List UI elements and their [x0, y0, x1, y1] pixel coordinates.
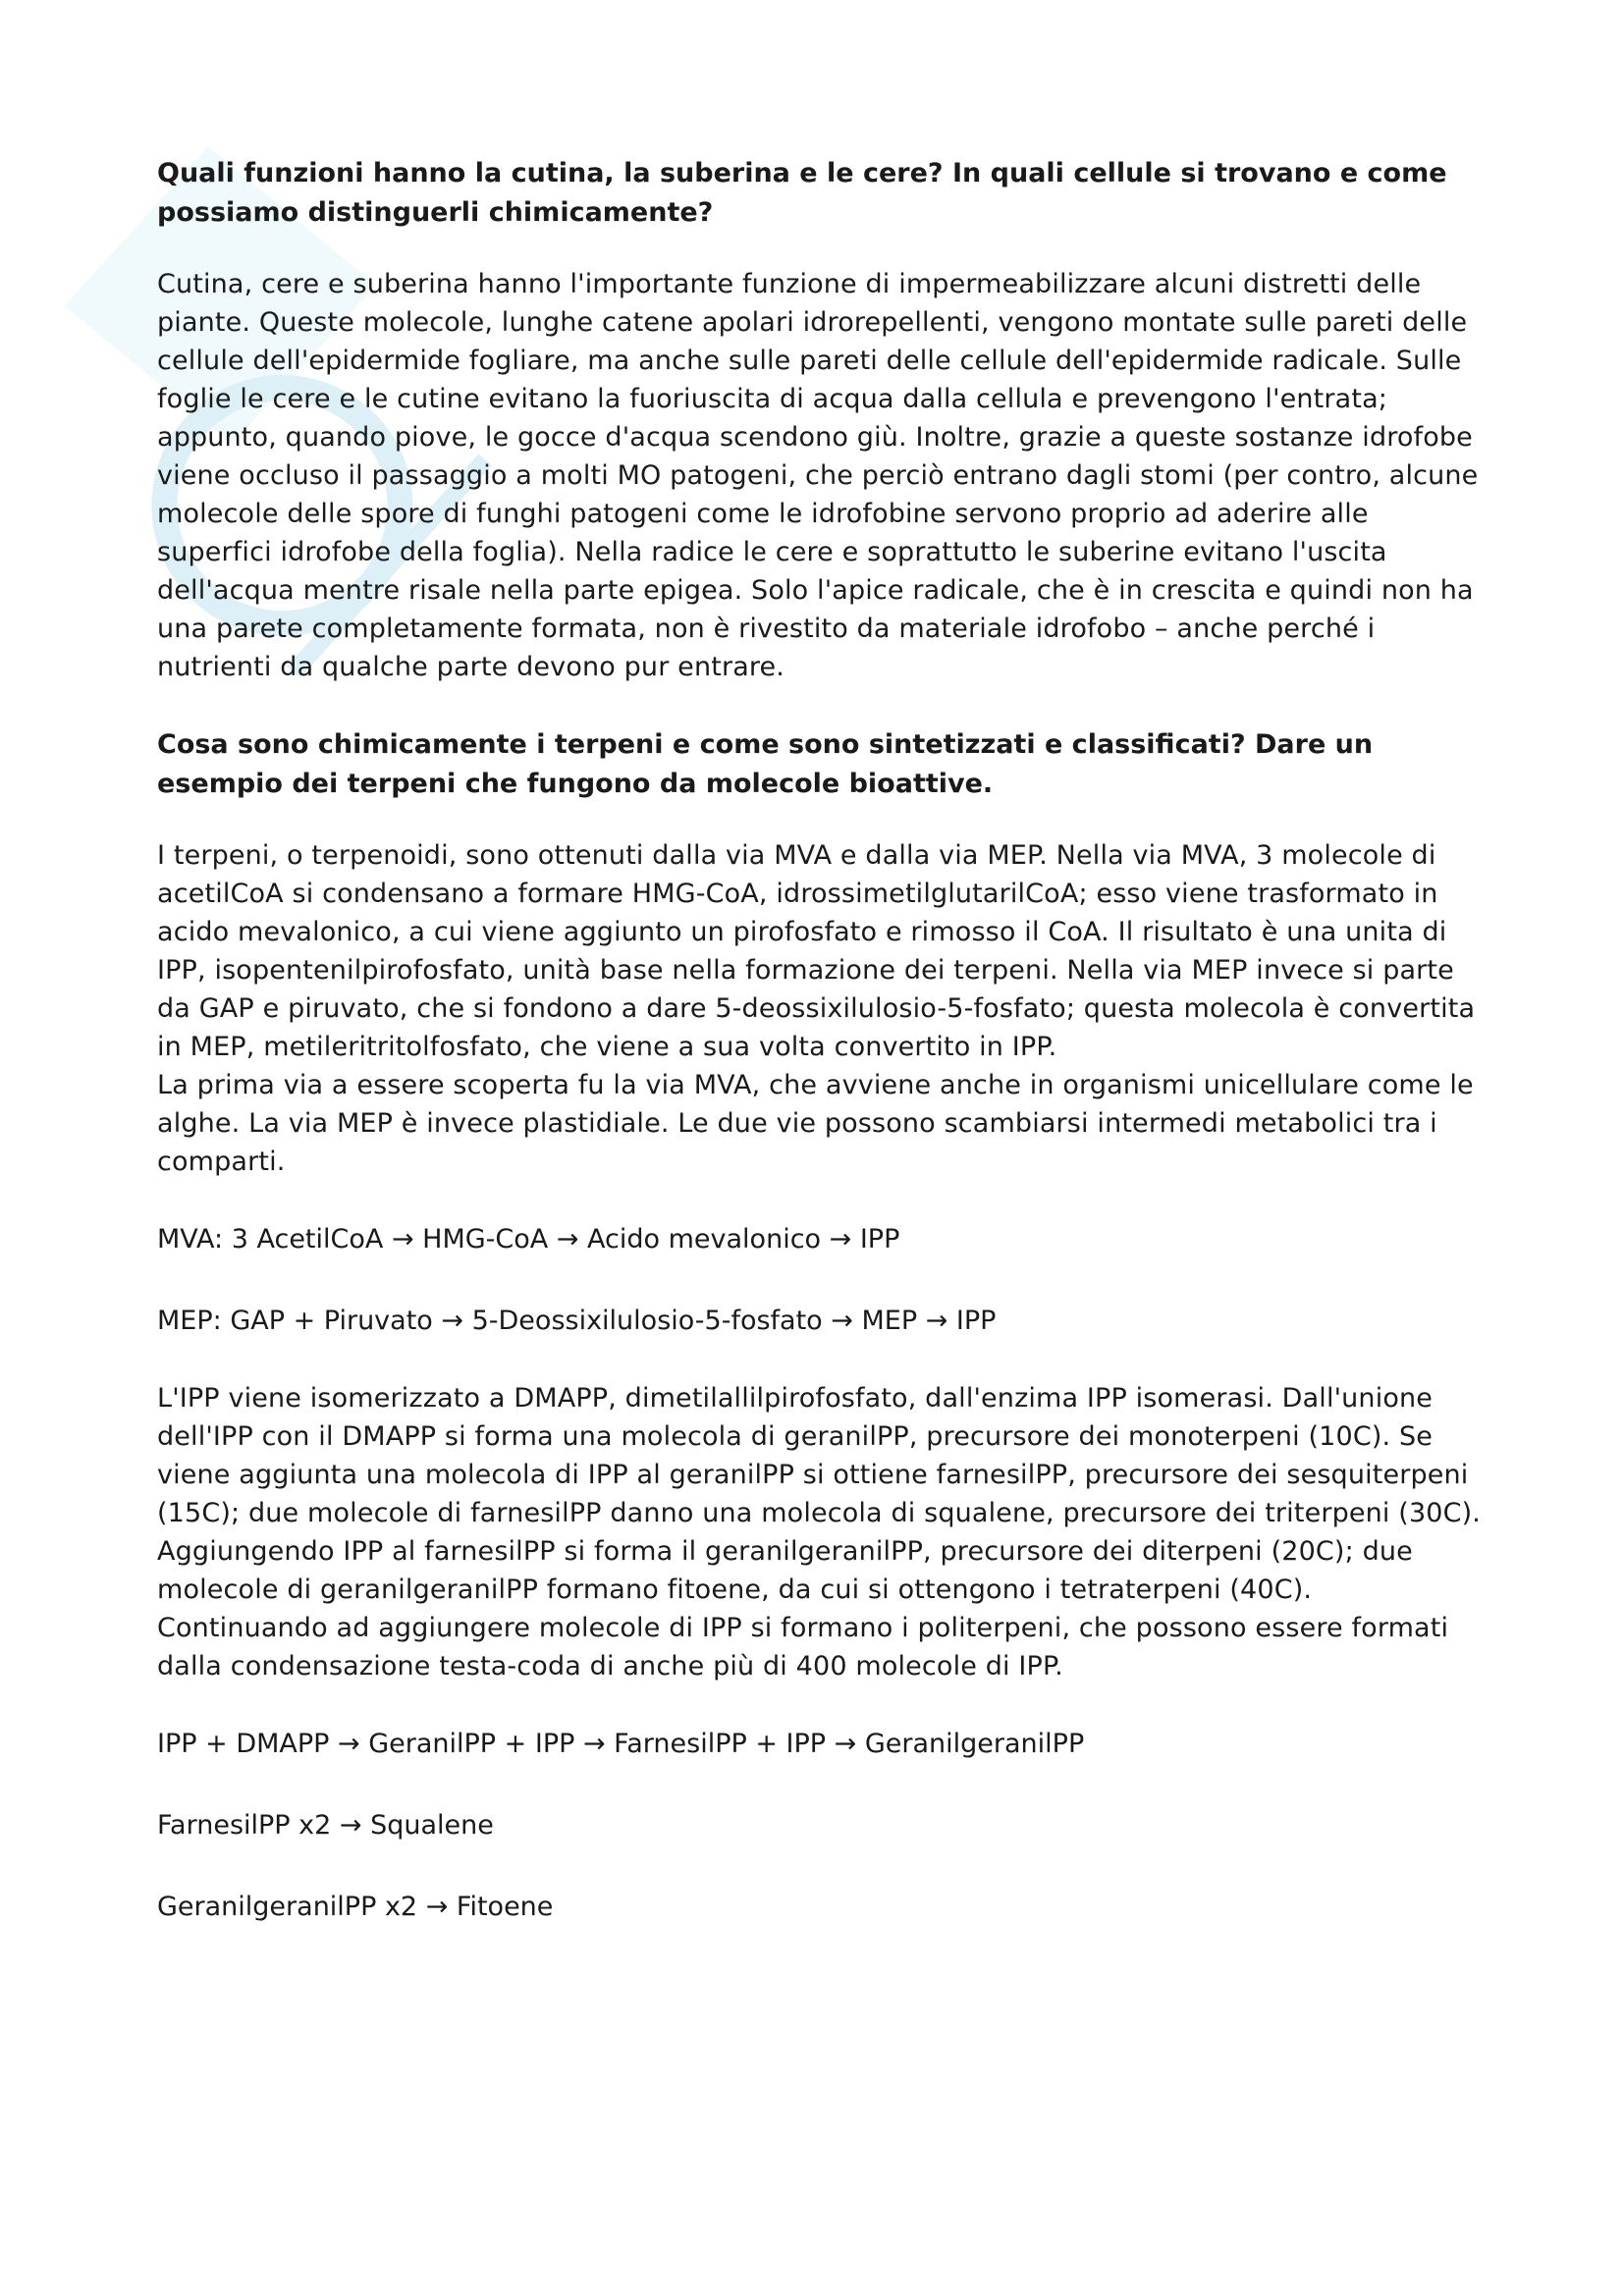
- equation-mep: MEP: GAP + Piruvato → 5-Deossixilulosio-5-fosfato → MEP → IPP: [157, 1306, 997, 1336]
- equation-chain: IPP + DMAPP → GeranilPP + IPP → FarnesilPP + IPP → GeranilgeranilPP: [157, 1729, 1085, 1759]
- equation-squalene: FarnesilPP x2 → Squalene: [157, 1810, 494, 1841]
- question-cutina: Quali funzioni hanno la cutina, la suberina e le cere? In quali cellule si trovano e come possiamo distinguerli chimicamente?: [157, 158, 1447, 228]
- answer-terpeni-classification: L'IPP viene isomerizzato a DMAPP, dimetilallilpirofosfato, dall'enzima IPP isomerasi. Dall'unione dell'IPP con il DMAPP si forma una molecola di geranilPP, precursore dei monoterpeni (10C). Se viene aggiunta una molecola di IPP al geranilPP si ottiene farnesilPP, precursore dei sesquiterpeni (15C); due molecole di farnesilPP danno una molecola di squalene, precursore dei triterpeni (30C). Aggiungendo IPP al farnesilPP si forma il geranilgeranilPP, precursore dei diterpeni (20C); due molecole di geranilgeranilPP formano fitoene, da cui si ottengono i tetraterpeni (40C). Continuando ad aggiungere molecole di IPP si formano i politerpeni, che possono essere formati dalla condensazione testa-coda di anche più di 400 molecole di IPP.: [157, 1383, 1482, 1682]
- answer-cutina: Cutina, cere e suberina hanno l'importante funzione di impermeabilizzare alcuni distretti delle piante. Queste molecole, lunghe catene apolari idrorepellenti, vengono montate sulle pareti delle cellule dell'epidermide fogliare, ma anche sulle pareti delle cellule dell'epidermide radicale. Sulle foglie le cere e le cutine evitano la fuoriuscita di acqua dalla cellula e prevengono l'entrata; appunto, quando piove, le gocce d'acqua scendono giù. Inoltre, grazie a queste sostanze idrofobe viene occluso il passaggio a molti MO patogeni, che perciò entrano dagli stomi (per contro, alcune molecole delle spore di funghi patogeni come le idrofobine servono proprio ad aderire alle superfici idrofobe della foglia). Nella radice le cere e soprattutto le suberine evitano l'uscita dell'acqua mentre risale nella parte epigea. Solo l'apice radicale, che è in crescita e quindi non ha una parete completamente formata, non è rivestito da materiale idrofobo – anche perché i nutrienti da qualche parte devono pur entrare.: [157, 269, 1479, 682]
- answer-terpeni-synthesis: I terpeni, o terpenoidi, sono ottenuti dalla via MVA e dalla via MEP. Nella via MVA, 3 molecole di acetilCoA si condensano a formare HMG-CoA, idrossimetilglutarilCoA; esso viene trasformato in acido mevalonico, a cui viene aggiunto un pirofosfato e rimosso il CoA. Il risultato è una unita di IPP, isopentenilpirofosfato, unità base nella formazione dei terpeni. Nella via MEP invece si parte da GAP e piruvato, che si fondono a dare 5-deossixilulosio-5-fosfato; questa molecola è convertita in MEP, metileritritolfosfato, che viene a sua volta convertito in IPP.: [157, 840, 1476, 1062]
- equation-fitoene: GeranilgeranilPP x2 → Fitoene: [157, 1892, 554, 1922]
- equation-mva: MVA: 3 AcetilCoA → HMG-CoA → Acido mevalonico → IPP: [157, 1224, 900, 1255]
- answer-terpeni-discovery: La prima via a essere scoperta fu la via MVA, che avviene anche in organismi unicellulare come le alghe. La via MEP è invece plastidiale. Le due vie possono scambiarsi intermedi metabolici tra i comparti.: [157, 1070, 1474, 1177]
- question-terpeni: Cosa sono chimicamente i terpeni e come sono sintetizzati e classificati? Dare un esempio dei terpeni che fungono da molecole bioattive.: [157, 729, 1374, 799]
- document-page: [157, 154, 1483, 1926]
